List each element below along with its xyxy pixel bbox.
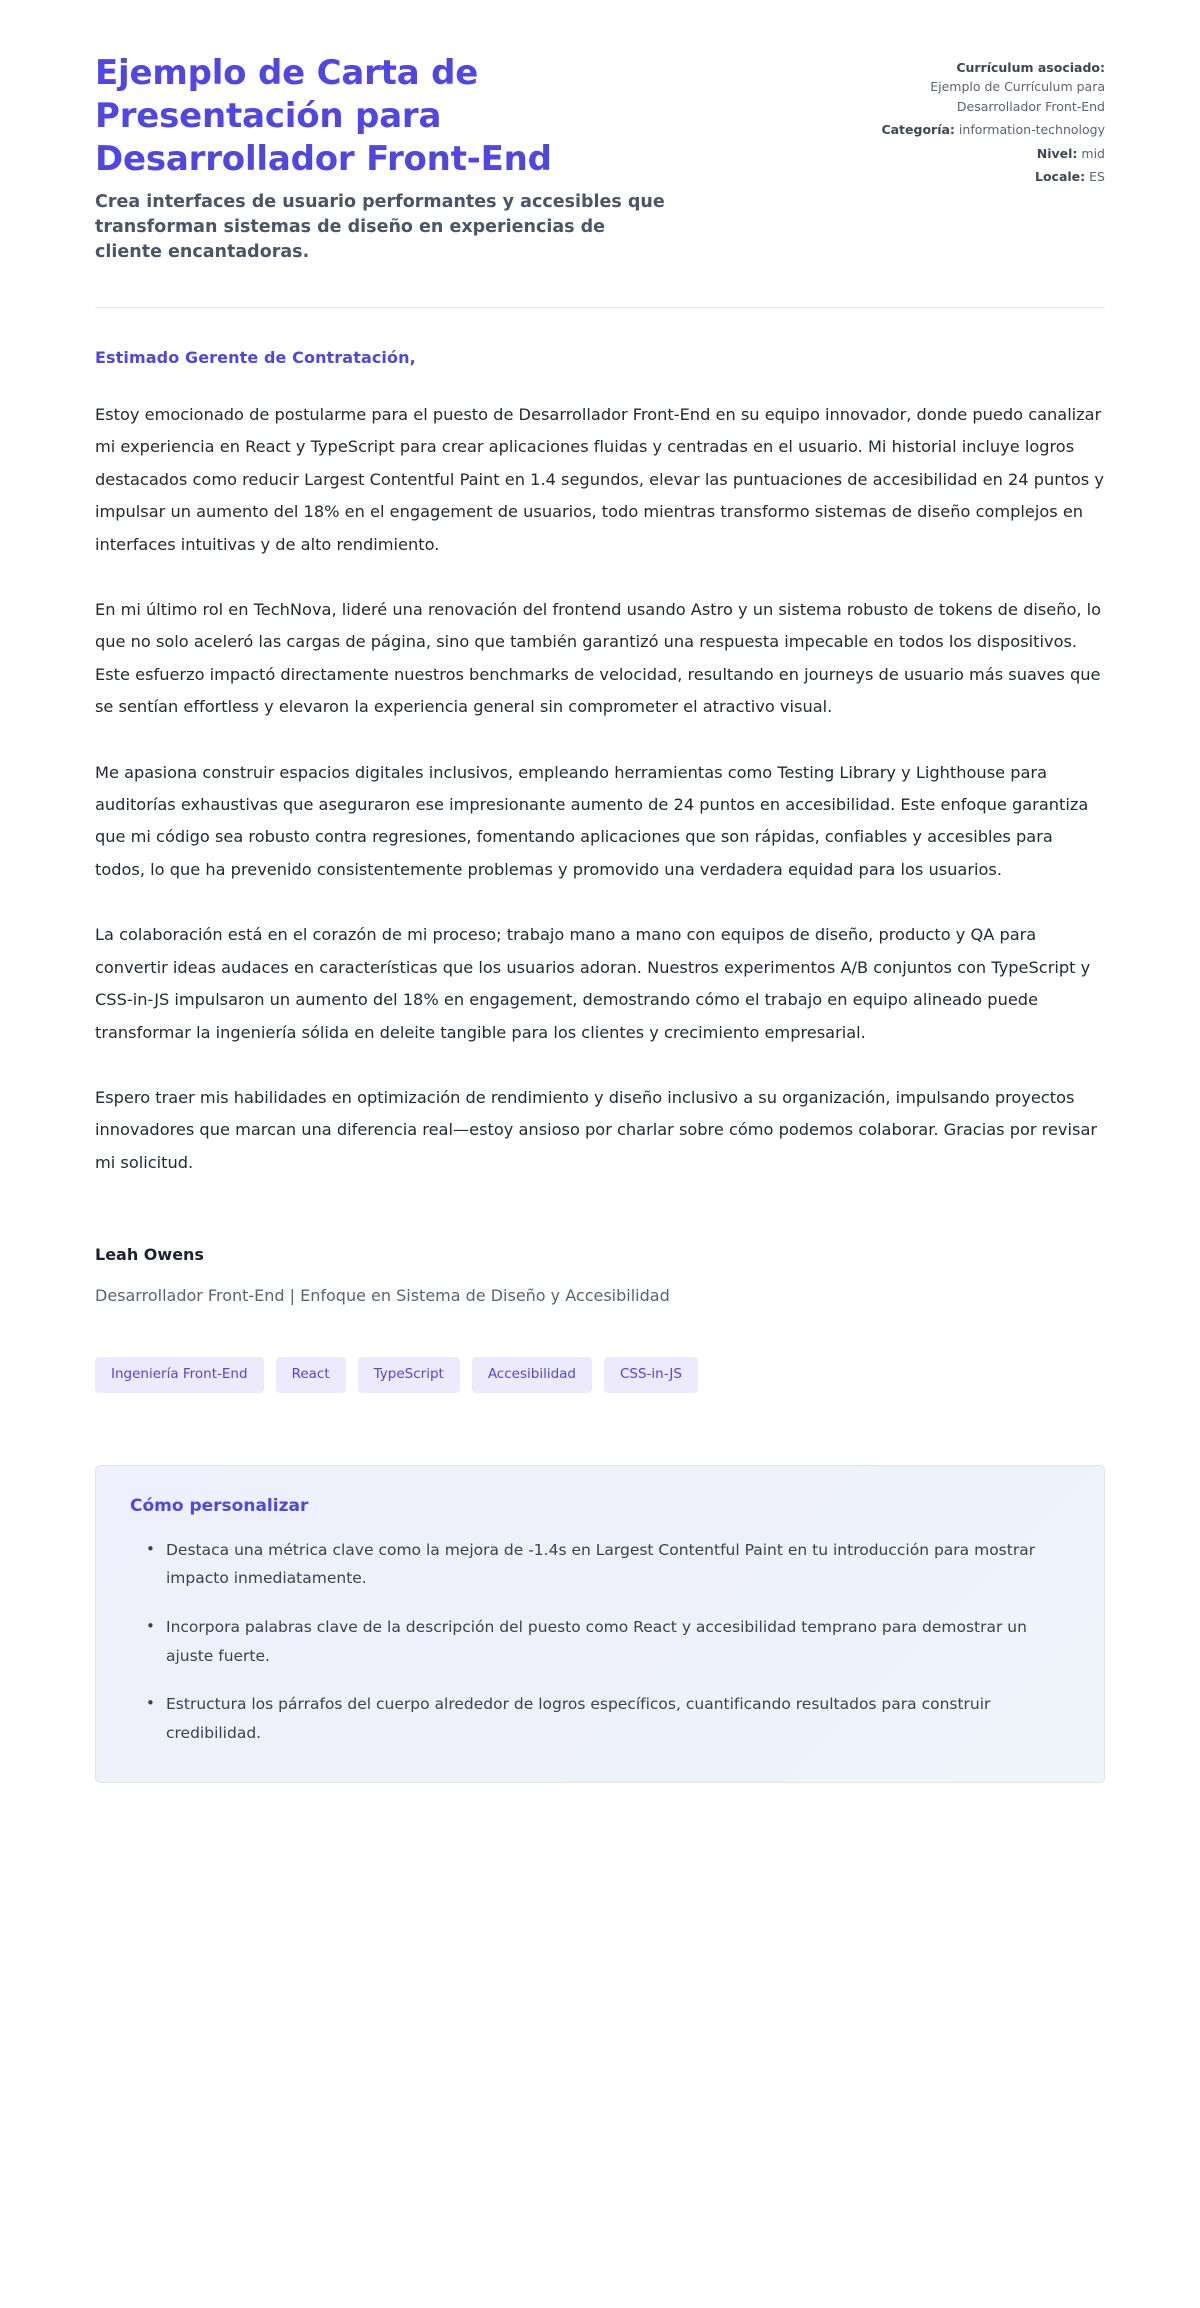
tag-chip[interactable]: CSS-in-JS	[604, 1357, 698, 1393]
meta-value-resume: Ejemplo de Currículum para Desarrollador Front-End	[930, 79, 1105, 114]
tag-chip[interactable]: Accesibilidad	[472, 1357, 592, 1393]
letter-paragraph: Me apasiona construir espacios digitales inclusivos, empleando herramientas como Testing Library y Lighthouse para auditorías exhaustivas que aseguraron ese impresionante aumento de 24 puntos en accesibilidad. Este enfoque garantiza que mi código sea robusto contra regresiones, fomentando aplicaciones que son rápidas, confiables y accesibles para todos, lo que ha prevenido consistentemente problemas y promovido una verdadera equidad para los usuarios.	[95, 762, 1089, 879]
meta-value-category: information-technology	[958, 122, 1105, 138]
header-title-block	[95, 52, 675, 265]
meta-row-level	[865, 144, 1105, 163]
meta-value-locale: ES	[1089, 168, 1105, 184]
letter-signature	[95, 1245, 1105, 1305]
tag-chip[interactable]: TypeScript	[358, 1357, 460, 1393]
letter-paragraph: La colaboración está en el corazón de mi proceso; trabajo mano a mano con equipos de diseño, producto y QA para convertir ideas audaces en características que los usuarios adoran. Nuestros experimentos A/B conjuntos con TypeScript y CSS-in-JS impulsaron un aumento del 18% en engagement, demostrando cómo el trabajo en equipo alineado puede transformar la ingeniería sólida en deleite tangible para los clientes y crecimiento empresarial.	[95, 925, 1091, 1042]
signature-role: Desarrollador Front-End | Enfoque en Sistema de Diseño y Accesibilidad	[95, 1286, 670, 1306]
callout-tip-item: • Estructura los párrafos del cuerpo alrededor de logros específicos, cuantificando resultados para construir credibilidad.	[152, 1690, 1070, 1747]
meta-label-level: Nivel:	[1036, 145, 1078, 161]
page-subtitle: Crea interfaces de usuario performantes y accesibles que transforman sistemas de diseño en experiencias de cliente encantadoras.	[95, 192, 665, 263]
customize-callout	[95, 1465, 1105, 1783]
page-title: Ejemplo de Carta de Presentación para Desarrollador Front-End	[95, 53, 552, 179]
letter-paragraph: Estoy emocionado de postularme para el puesto de Desarrollador Front-End en su equipo innovador, donde puedo canalizar mi experiencia en React y TypeScript para crear aplicaciones fluidas y centradas en el usuario. Mi historial incluye logros destacados como reducir Largest Contentful Paint en 1.4 segundos, elevar las puntuaciones de accesibilidad en 24 puntos y impulsar un aumento del 18% en el engagement de usuarios, todo mientras transformo sistemas de diseño complejos en interfaces intuitivas y de alto rendimiento.	[95, 405, 1104, 554]
signature-name: Leah Owens	[95, 1245, 204, 1265]
letter-paragraph: Espero traer mis habilidades en optimización de rendimiento y diseño inclusivo a su organización, impulsando proyectos innovadores que marcan una diferencia real—estoy ansioso por charlar sobre cómo podemos colaborar. Gracias por revisar mi solicitud.	[95, 1087, 1098, 1172]
meta-row-category	[865, 120, 1105, 139]
document-sheet	[95, 0, 1105, 1783]
callout-tip-list	[130, 1536, 1070, 1748]
letter-paragraph: En mi último rol en TechNova, lideré una renovación del frontend usando Astro y un sistema robusto de tokens de diseño, lo que no solo aceleró las cargas de página, sino que también garantizó una respuesta impecable en todos los dispositivos. Este esfuerzo impactó directamente nuestros benchmarks de velocidad, resultando en journeys de usuario más suaves que se sentían effortless y elevaron la experiencia general sin comprometer el atractivo visual.	[95, 600, 1102, 717]
meta-value-level: mid	[1081, 145, 1105, 161]
tag-chip[interactable]: React	[276, 1357, 346, 1393]
tag-chip[interactable]: Ingeniería Front-End	[95, 1357, 264, 1393]
cover-letter-body	[95, 308, 1105, 1179]
meta-label-category: Categoría:	[881, 122, 955, 138]
meta-row-resume	[865, 58, 1105, 116]
letter-salutation: Estimado Gerente de Contratación,	[95, 348, 416, 368]
meta-label-locale: Locale:	[1035, 168, 1086, 184]
callout-title: Cómo personalizar	[130, 1495, 309, 1516]
document-header	[95, 52, 1105, 265]
tag-list	[95, 1357, 1105, 1393]
meta-label-resume: Currículum asociado:	[956, 60, 1105, 75]
header-metadata	[865, 52, 1105, 190]
callout-tip-item: • Incorpora palabras clave de la descripción del puesto como React y accesibilidad temprano para demostrar un ajuste fuerte.	[152, 1613, 1070, 1670]
callout-tip-item: • Destaca una métrica clave como la mejora de -1.4s en Largest Contentful Paint en tu introducción para mostrar impacto inmediatamente.	[152, 1536, 1070, 1593]
meta-row-locale	[865, 167, 1105, 186]
